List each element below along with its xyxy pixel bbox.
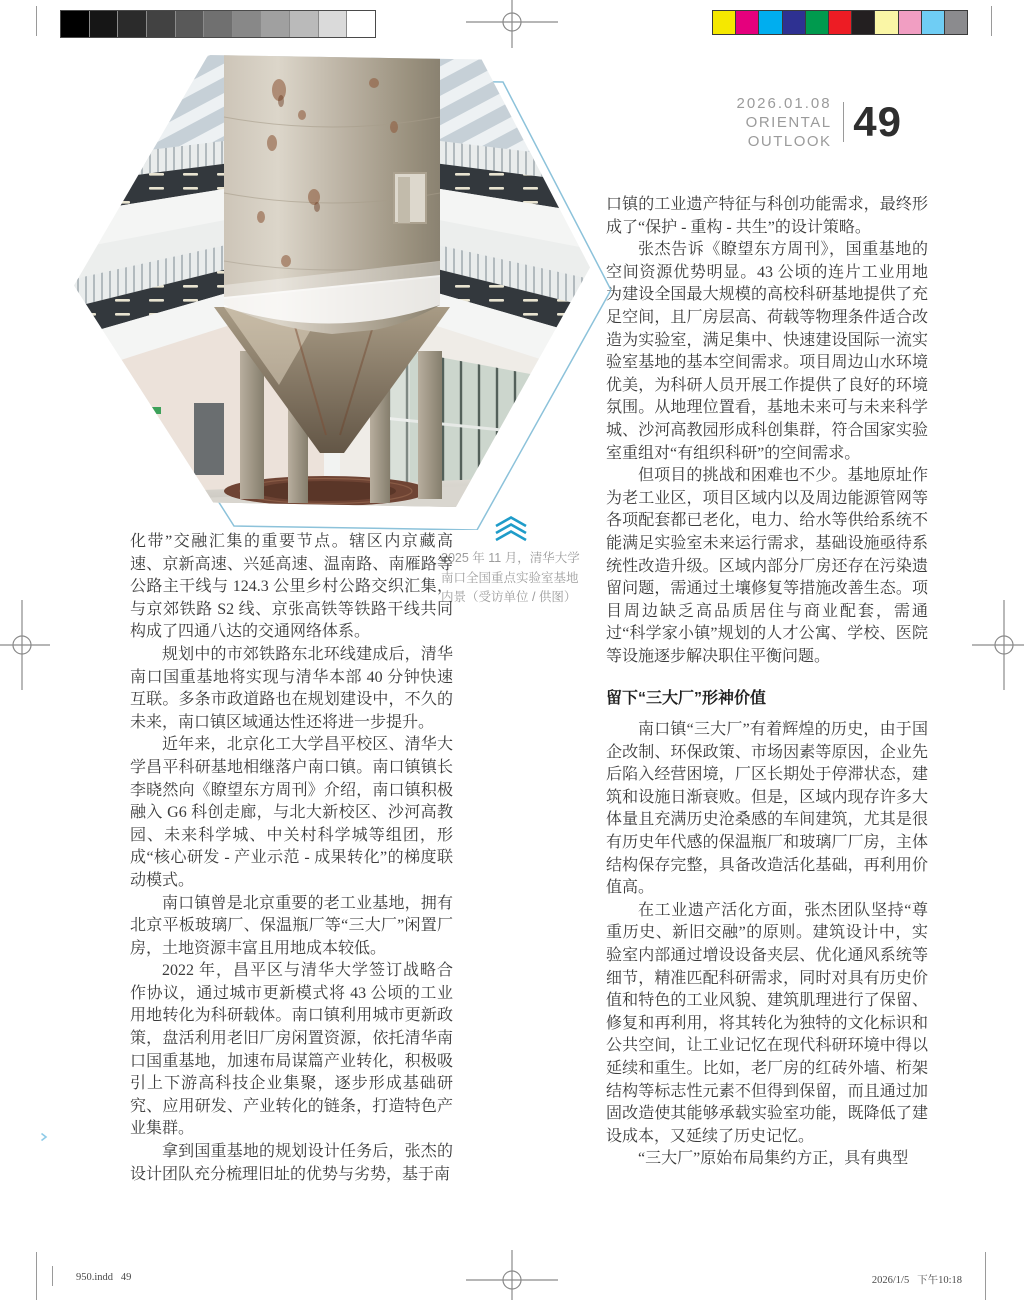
color-swatch <box>61 11 89 37</box>
page-header <box>676 94 902 150</box>
color-swatch <box>118 11 146 37</box>
color-swatch <box>899 11 921 34</box>
crop-mark-top-left <box>36 6 37 36</box>
color-swatch <box>852 11 874 34</box>
paragraph: 近年来，北京化工大学昌平校区、清华大学昌平科研基地相继落户南口镇。南口镇镇长李晓然向《瞭望东方周刊》介绍，南口镇积极融入 G6 科创走廊，与北大新校区、沙河高教园、未来科学城、中关村科学城等组团，形成“核心研发 - 产业示范 - 成果转化”的梯度联动模式。 <box>130 736 453 889</box>
footer-timestamp: 2026/1/5 下午10:18 <box>871 1275 962 1286</box>
color-swatch <box>829 11 851 34</box>
registration-mark-top <box>466 0 558 50</box>
color-swatch <box>261 11 289 37</box>
paragraph: 口镇的工业遗产特征与科创功能需求，最终形成了“保护 - 重构 - 共生”的设计策略。 <box>606 196 928 236</box>
paragraph: 在工业遗产活化方面，张杰团队坚持“尊重历史、新旧交融”的原则。建筑设计中，实验室内部通过增设设备夹层、优化通风系统等细节，精准匹配科研需求，同时对具有历史价值和特色的工业风貌、建筑肌理进行了保留、修复和再利用，将其转化为独特的文化标识和公共空间，让工业记忆在现代科研环境中得以延续和重生。比如，老厂房的红砖外墙、桁架结构等标志性元素不但得到保留，而且通过加固改造使其能够承载实验室功能，既降低了建设成本，又延续了历史记忆。 <box>606 901 928 1145</box>
right-text-column <box>606 194 928 1171</box>
color-swatch <box>759 11 781 34</box>
color-swatch <box>713 11 735 34</box>
paragraph: 拿到国重基地的规划设计任务后，张杰的设计团队充分梳理旧址的优势与劣势，基于南 <box>130 1143 453 1183</box>
margin-chevron-icon <box>40 1132 48 1142</box>
paragraph: 化带”交融汇集的重要节点。辖区内京藏高速、京新高速、兴延高速、温南路、南雁路等公路主干线与 124.3 公里乡村公路交织汇集，与京郊铁路 S2 线、京张高铁等铁路干线共同构成了四通八达的交通网络体系。 <box>130 533 453 641</box>
paragraph: “三大厂”原始布局集约方正，具有典型 <box>638 1150 909 1168</box>
registration-mark-left <box>0 600 52 690</box>
crop-mark-bottom-left <box>36 1252 37 1300</box>
color-swatch <box>347 11 375 37</box>
color-swatch <box>922 11 944 34</box>
magazine-name: ORIENTAL OUTLOOK <box>745 113 832 150</box>
color-swatch <box>90 11 118 37</box>
color-calibration-bar <box>712 10 968 35</box>
color-swatch <box>783 11 805 34</box>
color-swatch <box>233 11 261 37</box>
caption-line: 南口全国重点实验室基地 <box>441 570 579 585</box>
crop-mark-top-right <box>991 6 992 36</box>
registration-mark-bottom <box>466 1250 558 1300</box>
header-divider <box>843 102 845 142</box>
paragraph: 2022 年，昌平区与清华大学签订战略合作协议，通过城市更新模式将 43 公顷的工业用地转化为科研载体。南口镇利用城市更新政策，盘活利用老旧厂房闲置资源，依托清华南口国重基地，加速布局谋篇产业转化，积极吸引上下游高科技企业集聚，逐步形成基础研究、应用研发、产业转化的链条，打造特色产业集群。 <box>130 962 453 1138</box>
issue-date: 2026.01.08 <box>736 94 832 112</box>
color-swatch <box>736 11 758 34</box>
registration-mark-right <box>972 600 1024 690</box>
page-number: 49 <box>853 98 902 145</box>
color-swatch <box>875 11 897 34</box>
color-swatch <box>319 11 347 37</box>
paragraph: 南口镇“三大厂”有着辉煌的历史，由于国企改制、环保政策、市场因素等原因，企业先后陷入经营困境，厂区长期处于停滞状态，建筑和设施日渐衰败。但是，区域内现存许多大体量且充满历史沧桑感的车间建筑，尤其是很有历史年代感的保温瓶厂和玻璃厂厂房，主体结构保存完整，具备改造活化基础，再利用价值高。 <box>606 721 928 897</box>
color-swatch <box>806 11 828 34</box>
color-swatch <box>176 11 204 37</box>
color-swatch <box>290 11 318 37</box>
color-swatch <box>945 11 967 34</box>
caption-line: 2025 年 11 月，清华大学 <box>441 551 580 565</box>
color-swatch <box>204 11 232 37</box>
section-heading: 留下“三大厂”形神价值 <box>606 690 767 708</box>
crop-mark-bottom-left-2 <box>52 1266 53 1286</box>
footer-file-name: 950.indd 49 <box>76 1272 132 1283</box>
color-swatch <box>147 11 175 37</box>
paragraph: 南口镇曾是北京重要的老工业基地，拥有北京平板玻璃厂、保温瓶厂等“三大厂”闲置厂房，土地资源丰富且用地成本较低。 <box>130 894 453 957</box>
photo-caption <box>441 549 599 608</box>
left-text-column <box>130 531 453 1186</box>
paragraph: 张杰告诉《瞭望东方周刊》，国重基地的空间资源优势明显。43 公顷的连片工业用地为建设全国最大规模的高校科研基地提供了充足空间，且厂房层高、荷载等物理条件适合改造为实验室，满足集中、快速建设国际一流实验室基地的基本空间需求。项目周边山水环境优美，为科研人员开展工作提供了良好的环境氛围。从地理位置看，基地未来可与未来科学城、沙河高教园形成科创集群，符合国家实验室重组对“有组织科研”的空间需求。 <box>606 241 928 462</box>
grayscale-calibration-bar <box>60 10 376 38</box>
caption-line: 内景（受访单位 / 供图） <box>441 590 577 604</box>
paragraph: 规划中的市郊铁路东北环线建成后，清华南口国重基地将实现与清华本部 40 分钟快速互联。多条市政道路也在规划建设中，不久的未来，南口镇区域通达性还将进一步提升。 <box>130 645 453 731</box>
crop-mark-bottom-right <box>985 1252 986 1300</box>
paragraph: 但项目的挑战和困难也不少。基地原址作为老工业区，项目区域内以及周边能源管网等各项配套都已老化，电力、给水等供给系统不能满足实验室未来运行需求，基础设施亟待系统性改造升级。区域内部分厂房还存在污染遗留问题，需通过土壤修复等措施改善生态。项目周边缺乏高品质居住与商业配套，需通过“科学家小镇”规划的人才公寓、学校、医院等设施逐步解决职住平衡问题。 <box>606 467 928 665</box>
